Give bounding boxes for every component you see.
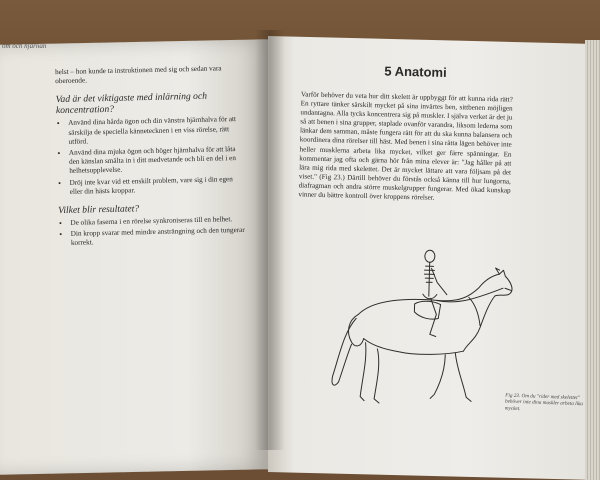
list-item: • Använd dina mjuka ögon och höger hjärnhalva för att låta den känslan smälta in i ditt medvetande och bli en del i en helhetsupplevelse.	[69, 145, 246, 177]
section-heading-2: Vilket blir resultatet?	[58, 203, 140, 217]
running-header: om och hjärnan	[2, 42, 47, 50]
horse-rider-skeleton-illustration	[316, 235, 521, 418]
section-heading-1: Vad är det viktigaste med inlärning och koncentration?	[55, 91, 208, 117]
list-item: • Dröj inte kvar vid ett enskilt problem, vare sig i din egen eller din hästs kroppar.	[69, 174, 245, 196]
figure-caption: Fig 23. Om du "rider med skelettet" behöver inte dina muskler arbeta lika mycket.	[504, 392, 584, 412]
intro-text: helst – hon kunde ta instruktionen med sig och sedan vara oberoende.	[54, 64, 222, 86]
right-page-text	[298, 61, 513, 204]
body-paragraph: Varför behöver du veta hur ditt skelett är uppbyggt för att kunna rida rätt? En ryttare tänker särskilt mycket på sina invärtes ben, sittbenen möjligen undantagna. Alla tycks koncentrera sig på muskler. I själva verket är det ju så att benen i sina grupper, staplade ovanför varandra, liksom lederna som länkar dem samman, måste fungera rätt för att du ska kunna balansera och koordinera dina rörelser till häst. Med benen i sina rätta lägen behöver inte heller musklerna arbeta lika mycket, vilket ger färre spänningar. En kommentar jag ofta och gärna hör från mina elever är: "Jag håller på att lära mig rida med skelettet. Det är mycket lättare att vara följsam på det viset." (Fig 23.) Därtill behöver du förstås också känna till hur lungorna, diafragman och andra större muskelgrupper fungerar. Med ökad kunskap vinner du bättre kontroll över kroppens rörelser.	[298, 90, 513, 202]
left-page-text	[55, 64, 247, 251]
bullet-list-1	[56, 115, 246, 197]
list-item: • De olika faserna i en rörelse synkroniseras till en helhet.	[70, 215, 246, 228]
book-gutter	[255, 30, 285, 450]
bullet-list-2	[58, 215, 247, 249]
list-item: • Din kropp svarar med mindre ansträngning och den tungerar korrekt.	[71, 226, 247, 248]
chapter-title: 5 Anatomi	[384, 63, 447, 80]
list-item: • Använd dina hårda ögon och din vänstra hjärnhalva för att särskilja de speciella kännetecknen i en viss rörelse, rätt utförd.	[68, 115, 245, 147]
